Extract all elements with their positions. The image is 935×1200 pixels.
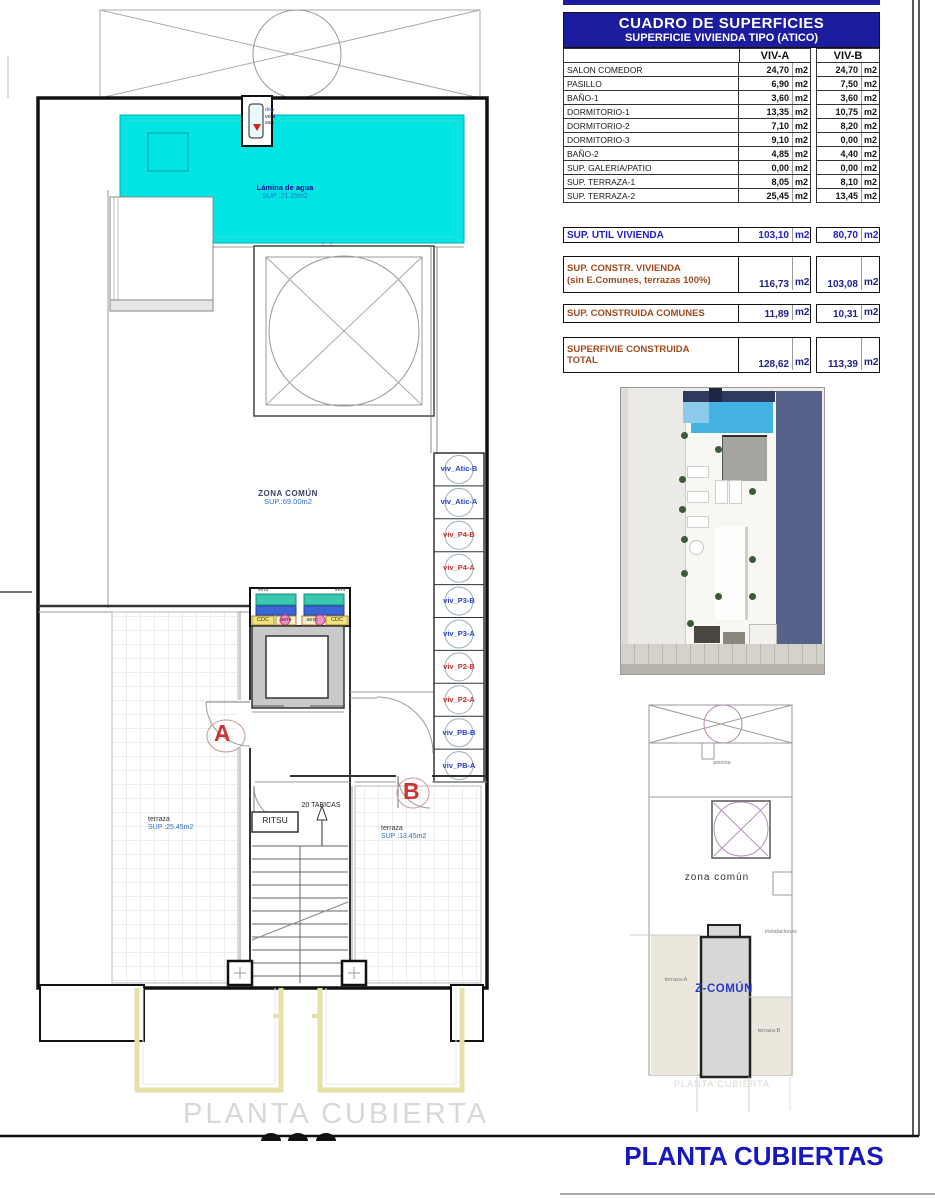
table-row: [563, 146, 880, 161]
render-skylight: [722, 435, 767, 481]
cell-viv-a: 11,89 m2: [739, 304, 811, 323]
vent-label-p4-b: viv_P4-B: [443, 530, 475, 539]
render-stair-core: [715, 527, 748, 620]
unit-label: m2: [861, 77, 879, 90]
tabicas-label: 20 TABICAS: [301, 802, 341, 809]
render-lounger: [687, 466, 709, 478]
mini-terraza-a-label: terraza-A: [664, 977, 688, 983]
render-lounger: [729, 480, 742, 504]
vent-strip: [434, 453, 484, 782]
render-plant: [749, 593, 756, 600]
render-shadow: [773, 391, 822, 645]
util-row: [563, 227, 880, 243]
render-table: [689, 540, 704, 555]
cell-viv-b: 10,31 m2: [816, 304, 880, 323]
cell-viv-a: 13,35 m2: [739, 104, 811, 119]
cell-label: SUP. GALERIA/PATIO: [563, 160, 739, 175]
unit-label: m2: [792, 91, 810, 104]
unit-label: m2: [792, 305, 810, 320]
unit-label: m2: [861, 305, 879, 320]
cell-viv-a: 4,85 m2: [739, 146, 811, 161]
table-row: [563, 118, 880, 133]
table-header-row: [563, 48, 880, 63]
door-a-letter: A: [214, 720, 231, 746]
elevator: [252, 626, 344, 712]
unit-label: m2: [792, 161, 810, 174]
mech-vent-label: vent: [334, 587, 346, 593]
render-roof-edge: [683, 391, 775, 402]
cell-label: BAÑO-1: [563, 90, 739, 105]
render-plant: [681, 536, 688, 543]
render-plant: [679, 506, 686, 513]
render-plant: [715, 446, 722, 453]
mini-terraza-b-label: terraza-B: [757, 1028, 781, 1034]
door-b-letter: B: [403, 778, 420, 804]
unit-label: m2: [792, 189, 810, 202]
unit-label: m2: [792, 257, 810, 290]
cell-viv-a: 103,10 m2: [739, 227, 811, 243]
cell-viv-b: 10,75 m2: [816, 104, 880, 119]
vent-label-pb-b: viv_PB-B: [442, 728, 476, 737]
pool-equipment-labels: dep vent san: [265, 107, 276, 126]
mini-zona-comun-label: zona común: [684, 872, 750, 883]
render-street: [621, 664, 824, 674]
unit-label: m2: [861, 189, 879, 202]
cell-label: DORMITORIO-3: [563, 132, 739, 147]
unit-label: m2: [861, 257, 879, 290]
table-row: [563, 104, 880, 119]
vent-label-p3-a: viv_P3-A: [443, 629, 475, 638]
unit-label: m2: [861, 161, 879, 174]
cell-viv-b: 3,60 m2: [816, 90, 880, 105]
mech-vent-label: vent: [257, 587, 269, 593]
cell-label: SUP. CONSTR. VIVIENDA (sin E.Comunes, terrazas 100%): [563, 256, 739, 293]
unit-label: m2: [861, 133, 879, 146]
cell-label: DORMITORIO-1: [563, 104, 739, 119]
unit-label: m2: [861, 228, 879, 242]
render-pool-shallow: [683, 402, 709, 423]
render-plant: [749, 556, 756, 563]
cell-label: SUP. CONSTRUIDA COMUNES: [563, 304, 739, 323]
vent-label-atic-a: viv_Atic-A: [440, 497, 478, 506]
render-pergola: [694, 626, 720, 643]
cell-viv-b: 24,70 m2: [816, 62, 880, 77]
pergola: [100, 10, 480, 98]
cell-label: SUP. TERRAZA-1: [563, 174, 739, 189]
cell-label: BAÑO-2: [563, 146, 739, 161]
mech-aero-label: aero: [306, 617, 318, 623]
cell-viv-a: 9,10 m2: [739, 132, 811, 147]
mini-z-comun-label: Z-COMÚN: [695, 983, 753, 995]
unit-label: m2: [792, 63, 810, 76]
table-top-strip: [563, 0, 880, 5]
table-row: [563, 90, 880, 105]
mini-plan: [630, 705, 792, 1112]
table-title-text: CUADRO DE SUPERFICIES: [618, 15, 825, 32]
unit-label: m2: [792, 77, 810, 90]
table-row: [563, 188, 880, 203]
unit-label: m2: [861, 147, 879, 160]
constr-row: [563, 256, 880, 293]
cell-viv-b: 80,70 m2: [816, 227, 880, 243]
vent-label-p3-b: viv_P3-B: [443, 596, 475, 605]
plan-caption: PLANTA CUBIERTA: [183, 1098, 490, 1130]
mini-instalaciones-label: instalaciones: [765, 929, 797, 935]
zona-comun-label: ZONA COMÚN SUP.:69.00m2: [258, 489, 318, 507]
render-entry-roof: [749, 624, 777, 646]
cell-viv-a: 25,45 m2: [739, 188, 811, 203]
cell-viv-b: 7,50 m2: [816, 76, 880, 91]
cell-label: PASILLO: [563, 76, 739, 91]
skylight: [254, 246, 434, 416]
render-plant: [749, 488, 756, 495]
table-title: [563, 12, 880, 48]
mech-cdc-label: CDC: [257, 617, 269, 623]
vent-label-atic-b: viv_Atic-B: [440, 464, 478, 473]
cell-viv-b: 8,20 m2: [816, 118, 880, 133]
unit-label: m2: [861, 119, 879, 132]
table-row: [563, 160, 880, 175]
cell-viv-b: 103,08 m2: [816, 256, 880, 293]
total-row: [563, 337, 880, 373]
cell-viv-a: 0,00 m2: [739, 160, 811, 175]
cell-label: DORMITORIO-2: [563, 118, 739, 133]
cell-viv-b: 4,40 m2: [816, 146, 880, 161]
render-lounger: [715, 480, 728, 504]
sheet-title: PLANTA CUBIERTAS: [624, 1141, 884, 1171]
cell-viv-b: 13,45 m2: [816, 188, 880, 203]
mini-plan-caption: PLANTA CUBIERTA: [673, 1079, 771, 1089]
vent-label-p2-a: viv_P2-A: [443, 695, 475, 704]
pool-label: Lámina de agua SUP :21.15m2: [256, 183, 314, 200]
unit-label: m2: [861, 105, 879, 118]
vent-label-p2-b: viv_P2-B: [443, 662, 475, 671]
table-rows: [563, 62, 880, 203]
terraza-b-label: terraza SUP :13.45m2: [381, 825, 427, 841]
cell-viv-a: 7,10 m2: [739, 118, 811, 133]
cell-label: SUPERFIVIE CONSTRUIDA TOTAL: [563, 337, 739, 373]
mech-aero-label: aero: [280, 617, 292, 623]
render-plant: [687, 620, 694, 627]
header-viv-a: VIV-A: [739, 48, 811, 63]
comunes-row: [563, 304, 880, 323]
cell-viv-a: 128,62 m2: [739, 337, 811, 373]
terraza-a-label: terraza SUP :25.45m2: [148, 816, 194, 832]
render-plant: [681, 432, 688, 439]
unit-label: m2: [792, 105, 810, 118]
cell-viv-b: 0,00 m2: [816, 132, 880, 147]
cell-viv-b: 113,39 m2: [816, 337, 880, 373]
render-lounger: [687, 491, 709, 503]
unit-label: m2: [792, 119, 810, 132]
render-lounger: [687, 516, 709, 528]
cell-viv-a: 8,05 m2: [739, 174, 811, 189]
table-subtitle-text: SUPERFICIE VIVIENDA TIPO (ATICO): [624, 32, 819, 44]
render-plant: [679, 476, 686, 483]
cell-label: SUP. TERRAZA-2: [563, 188, 739, 203]
table-row: [563, 76, 880, 91]
cell-viv-b: 0,00 m2: [816, 160, 880, 175]
render-chimney-shadow: [709, 388, 722, 402]
cell-label: SUP. UTIL VIVIENDA: [563, 227, 739, 243]
unit-label: m2: [792, 133, 810, 146]
render-plant: [681, 570, 688, 577]
render-pavement: [621, 644, 824, 664]
ritsu-label: RITSU: [262, 815, 288, 825]
unit-label: m2: [792, 228, 810, 242]
table-row: [563, 132, 880, 147]
aerial-render: [620, 387, 825, 675]
machinery: [250, 588, 350, 626]
cell-viv-a: 6,90 m2: [739, 76, 811, 91]
cell-viv-a: 24,70 m2: [739, 62, 811, 77]
cell-viv-b: 8,10 m2: [816, 174, 880, 189]
table-row: [563, 62, 880, 77]
cell-label: SALON COMEDOR: [563, 62, 739, 77]
pool-equipment-box: [242, 96, 272, 146]
vent-label-p4-a: viv_P4-A: [443, 563, 475, 572]
header-empty: [563, 48, 739, 63]
unit-label: m2: [792, 175, 810, 188]
header-viv-b: VIV-B: [816, 48, 880, 63]
unit-label: m2: [792, 147, 810, 160]
cell-viv-a: 3,60 m2: [739, 90, 811, 105]
table-row: [563, 174, 880, 189]
mech-cdc-label: CDC: [331, 617, 343, 623]
render-ground-edge: [621, 388, 628, 674]
render-plant: [715, 593, 722, 600]
render-deck-box: [723, 632, 745, 644]
unit-label: m2: [792, 338, 810, 370]
cell-viv-a: 116,73 m2: [739, 256, 811, 293]
unit-label: m2: [861, 63, 879, 76]
unit-label: m2: [861, 338, 879, 370]
unit-label: m2: [861, 175, 879, 188]
unit-label: m2: [861, 91, 879, 104]
mini-piscina-label: piscina: [713, 760, 731, 766]
vent-label-pb-a: viv_PB-A: [442, 761, 476, 770]
